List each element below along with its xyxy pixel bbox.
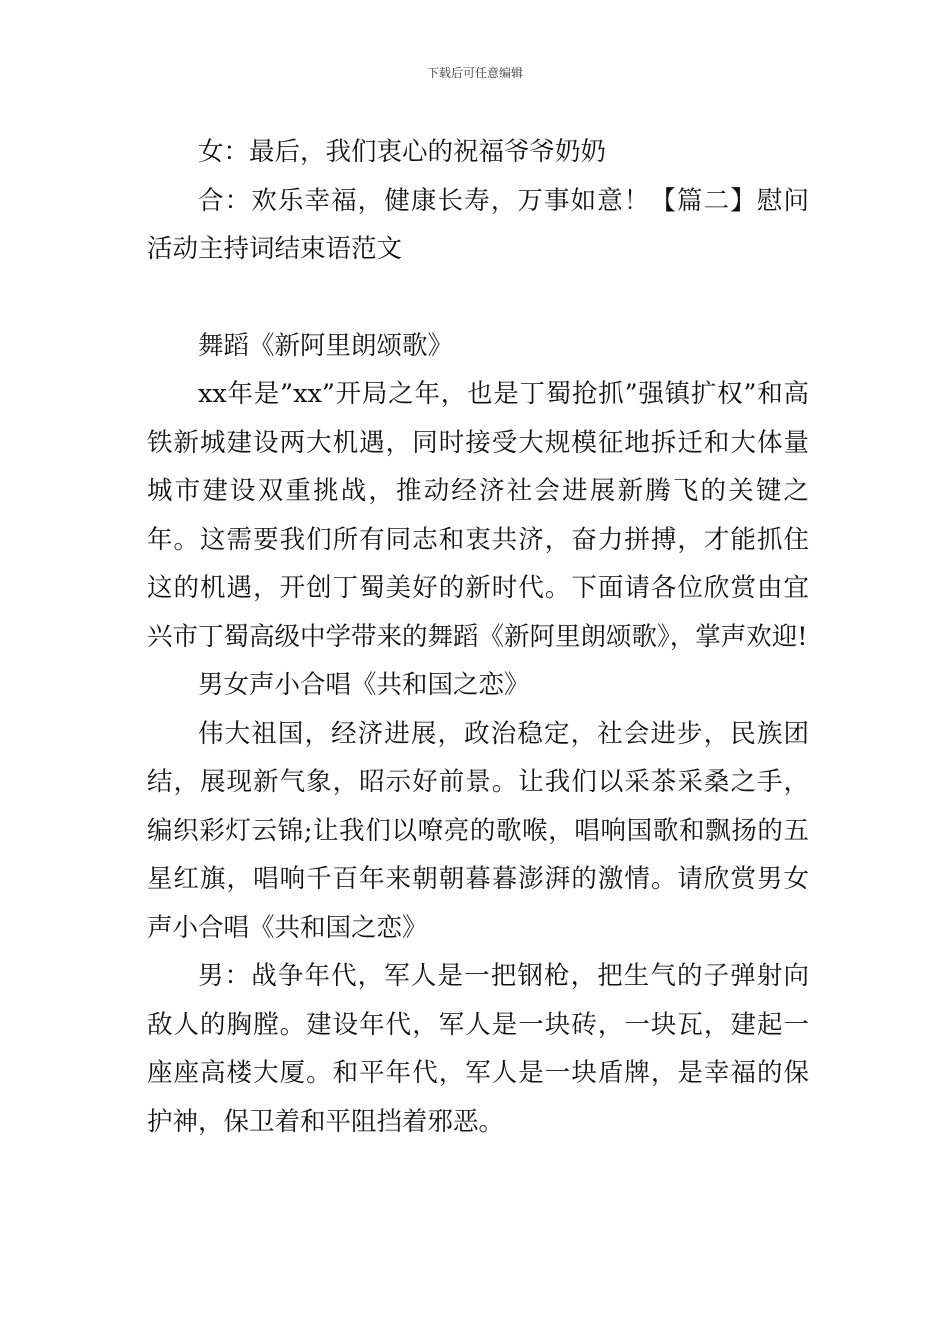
paragraph-chorus-intro: 伟大祖国，经济进展，政治稳定，社会进步，民族团结，展现新气象，昭示好前景。让我们以采茶采桑之手，编织彩灯云锦;让我们以嘹亮的歌喉，唱响国歌和飘扬的五星红旗，唱响千百年来朝朝暮暮澎湃的激情。请欣赏男女声小合唱《共和国之恋》 — [147, 718, 809, 943]
page-header-note: 下载后可任意编辑 — [426, 66, 523, 80]
section-heading-dance: 舞蹈《新阿里朗颂歌》 — [198, 330, 454, 361]
paragraph-male-speech: 男：战争年代，军人是一把钢枪，把生气的子弹射向敌人的胸膛。建设年代，军人是一块砖，一块瓦，建起一座座高楼大厦。和平年代，军人是一块盾牌，是幸福的保护神，保卫着和平阻挡着邪恶。 — [147, 961, 809, 1137]
blank-line — [147, 274, 809, 322]
paragraph-closing-chorus: 合：欢乐幸福，健康长寿，万事如意！【篇二】慰问活动主持词结束语范文 — [147, 185, 809, 264]
section-heading-chorus: 男女声小合唱《共和国之恋》 — [198, 670, 530, 700]
document-body — [147, 128, 809, 1146]
paragraph-closing-female: 女：最后，我们衷心的祝福爷爷奶奶 — [198, 137, 607, 167]
paragraph-dance-intro: xx年是”xx”开局之年，也是丁蜀抢抓”强镇扩权”和高铁新城建设两大机遇，同时接受大规模征地拆迁和大体量城市建设双重挑战，推动经济社会进展新腾飞的关键之年。这需要我们所有同志和衷共济，奋力拼搏，才能抓住这的机遇，开创丁蜀美好的新时代。下面请各位欣赏由宜兴市丁蜀高级中学带来的舞蹈《新阿里朗颂歌》，掌声欢迎! — [147, 379, 809, 652]
